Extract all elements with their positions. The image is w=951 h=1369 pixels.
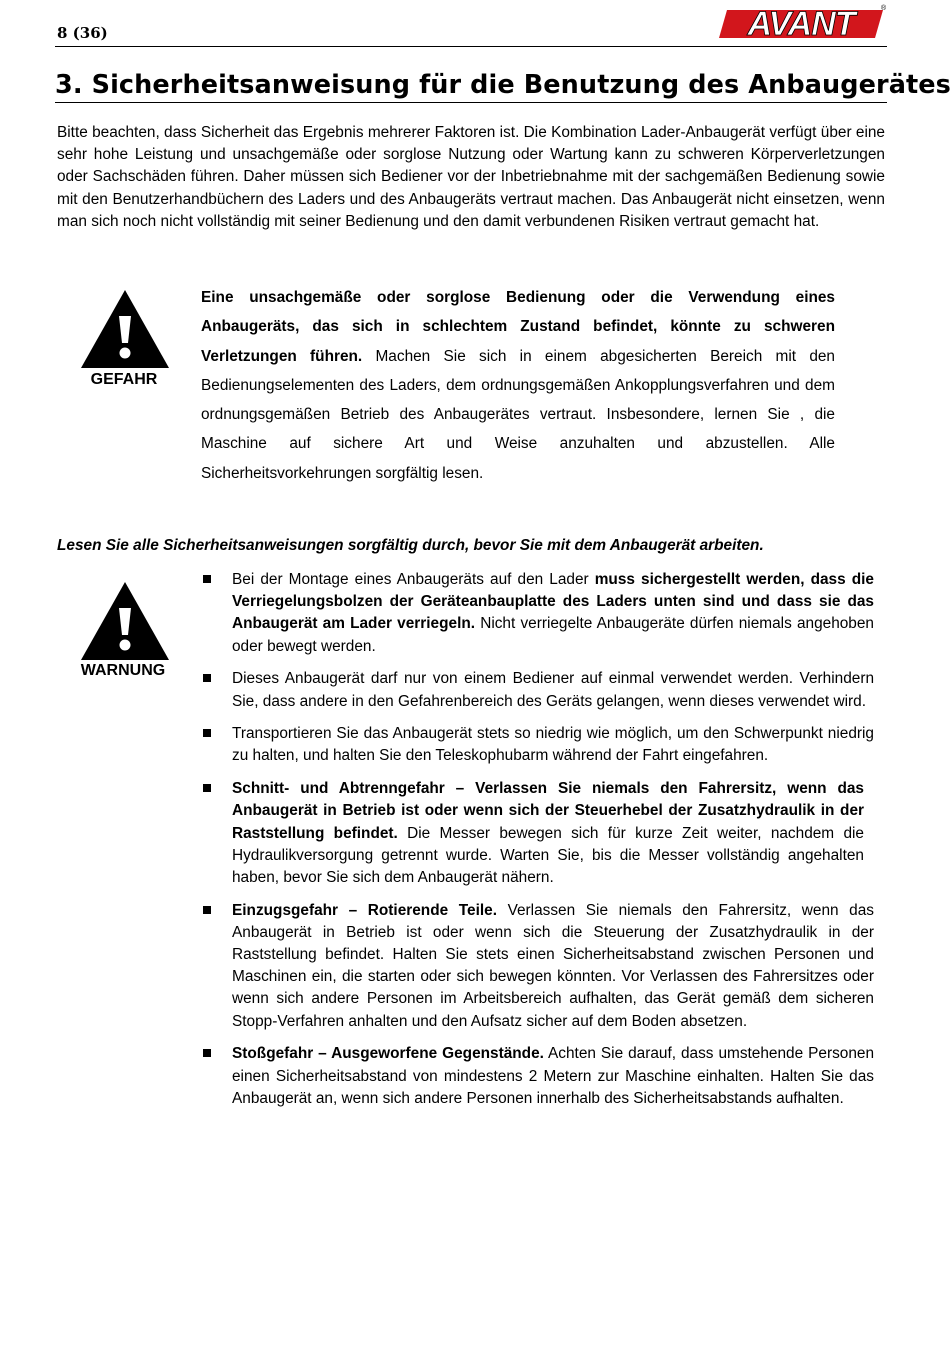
logo-text: AVANT <box>747 5 855 43</box>
warning-icon <box>79 580 171 662</box>
read-instructions-heading: Lesen Sie alle Sicherheitsanweisungen sorgfältig durch, bevor Sie mit dem Anbaugerät arbeiten. <box>57 537 764 554</box>
svg-text:®: ® <box>881 5 887 12</box>
list-item: Stoßgefahr – Ausgeworfene Gegenstände. Achten Sie darauf, dass umstehende Personen einen Sicherheitsabstand von mindestens 2 Metern zur Maschine einhalten. Halten Sie das Anbaugerät an, wenn sich andere Personen innerhalb des Sicherheitsabstands aufhalten. <box>202 1043 874 1110</box>
danger-text <box>201 283 835 488</box>
danger-body-text: Machen Sie sich in einem abgesicherten Bereich mit den Bedienungselementen des Laders, dem ordnungsgemäßen Ankopplungsverfahren und dem ordnungsgemäßen Betrieb des Anbaugerätes vertraut. Insbesondere, lernen Sie , die Maschine auf sichere Art und Weise anzuhalten und abzustellen. Alle Sicherheitsvorkehrungen sorgfältig lesen. <box>201 347 835 482</box>
bullet-square-icon <box>203 784 211 792</box>
bullet-square-icon <box>203 906 211 914</box>
page-number: 8 (36) <box>57 24 108 42</box>
page-header <box>55 0 887 47</box>
danger-warning-icon <box>79 288 171 370</box>
list-item: Schnitt- und Abtrenngefahr – Verlassen Sie niemals den Fahrersitz, wenn das Anbaugerät in Betrieb ist oder wenn sich der Steuerhebel der Zusatzhydraulik in der Raststellung befindet. Die Messer bewegen sich für kurze Zeit weiter, nachdem die Hydraulikversorgung getrennt wurde. Warten Sie, bis die Messer vollständig angehalten haben, bevor Sie sich dem Anbaugerät nähern. <box>202 778 874 889</box>
list-item: Einzugsgefahr – Rotierende Teile. Verlassen Sie niemals den Fahrersitz, wenn das Anbaugerät in Betrieb ist oder wenn sich die Steuerung der Zusatzhydraulik in der Raststellung befindet. Halten Sie stets einen Sicherheitsabstand zwischen Personen und Maschinen ein, die starten oder sich bewegen könnten. Vor Verlassen des Fahrersitzes oder wenn sich andere Personen im Arbeitsbereich aufhalten, das Gerät gemäß dem sicheren Stopp-Verfahren anhalten und den Aufsatz sicher auf dem Boden absetzen. <box>202 900 874 1033</box>
danger-label: GEFAHR <box>90 371 158 388</box>
warning-label: WARNUNG <box>80 662 166 679</box>
section-title: 3. Sicherheitsanweisung für die Benutzung des Anbaugerätes <box>55 70 887 103</box>
list-item: Bei der Montage eines Anbaugeräts auf den Lader muss sichergestellt werden, dass die Verriegelungsbolzen der Geräteanbauplatte des Laders unten sind und dass sie das Anbaugerät am Lader verriegeln. Nicht verriegelte Anbaugeräte dürfen niemals angehoben oder bewegt werden. <box>202 569 874 658</box>
safety-bullet-list <box>202 569 874 1120</box>
danger-bold-text: Eine unsachgemäße oder sorglose Bedienung oder die Verwendung eines Anbaugeräts, das sich in schlechtem Zustand befindet, könnte zu schweren Verletzungen führen. <box>201 289 835 365</box>
list-item: Dieses Anbaugerät darf nur von einem Bediener auf einmal verwendet werden. Verhindern Sie, dass andere in den Gefahrenbereich des Geräts gelangen, wenn dieses verwendet wird. <box>202 668 874 712</box>
bullet-square-icon <box>203 575 211 583</box>
avant-logo <box>715 2 887 43</box>
bullet-square-icon <box>203 1049 211 1057</box>
list-item: Transportieren Sie das Anbaugerät stets so niedrig wie möglich, um den Schwerpunkt niedrig zu halten, und halten Sie den Teleskophubarm während der Fahrt eingefahren. <box>202 723 874 767</box>
intro-paragraph: Bitte beachten, dass Sicherheit das Ergebnis mehrerer Faktoren ist. Die Kombination Lader-Anbaugerät verfügt über eine sehr hohe Leistung und unsachgemäße oder sorglose Nutzung oder Wartung kann zu schweren Körperverletzungen oder Sachschäden führen. Daher müssen sich Bediener vor der Inbetriebnahme mit der sachgemäßen Bedienung sowie mit den Benutzerhandbüchern des Laders und des Anbaugeräts vertraut machen. Das Anbaugerät nicht einsetzen, wenn man sich noch nicht vollständig mit seiner Bedienung und den damit verbundenen Risiken vertraut gemacht hat. <box>57 124 885 230</box>
bullet-square-icon <box>203 674 211 682</box>
bullet-square-icon <box>203 729 211 737</box>
